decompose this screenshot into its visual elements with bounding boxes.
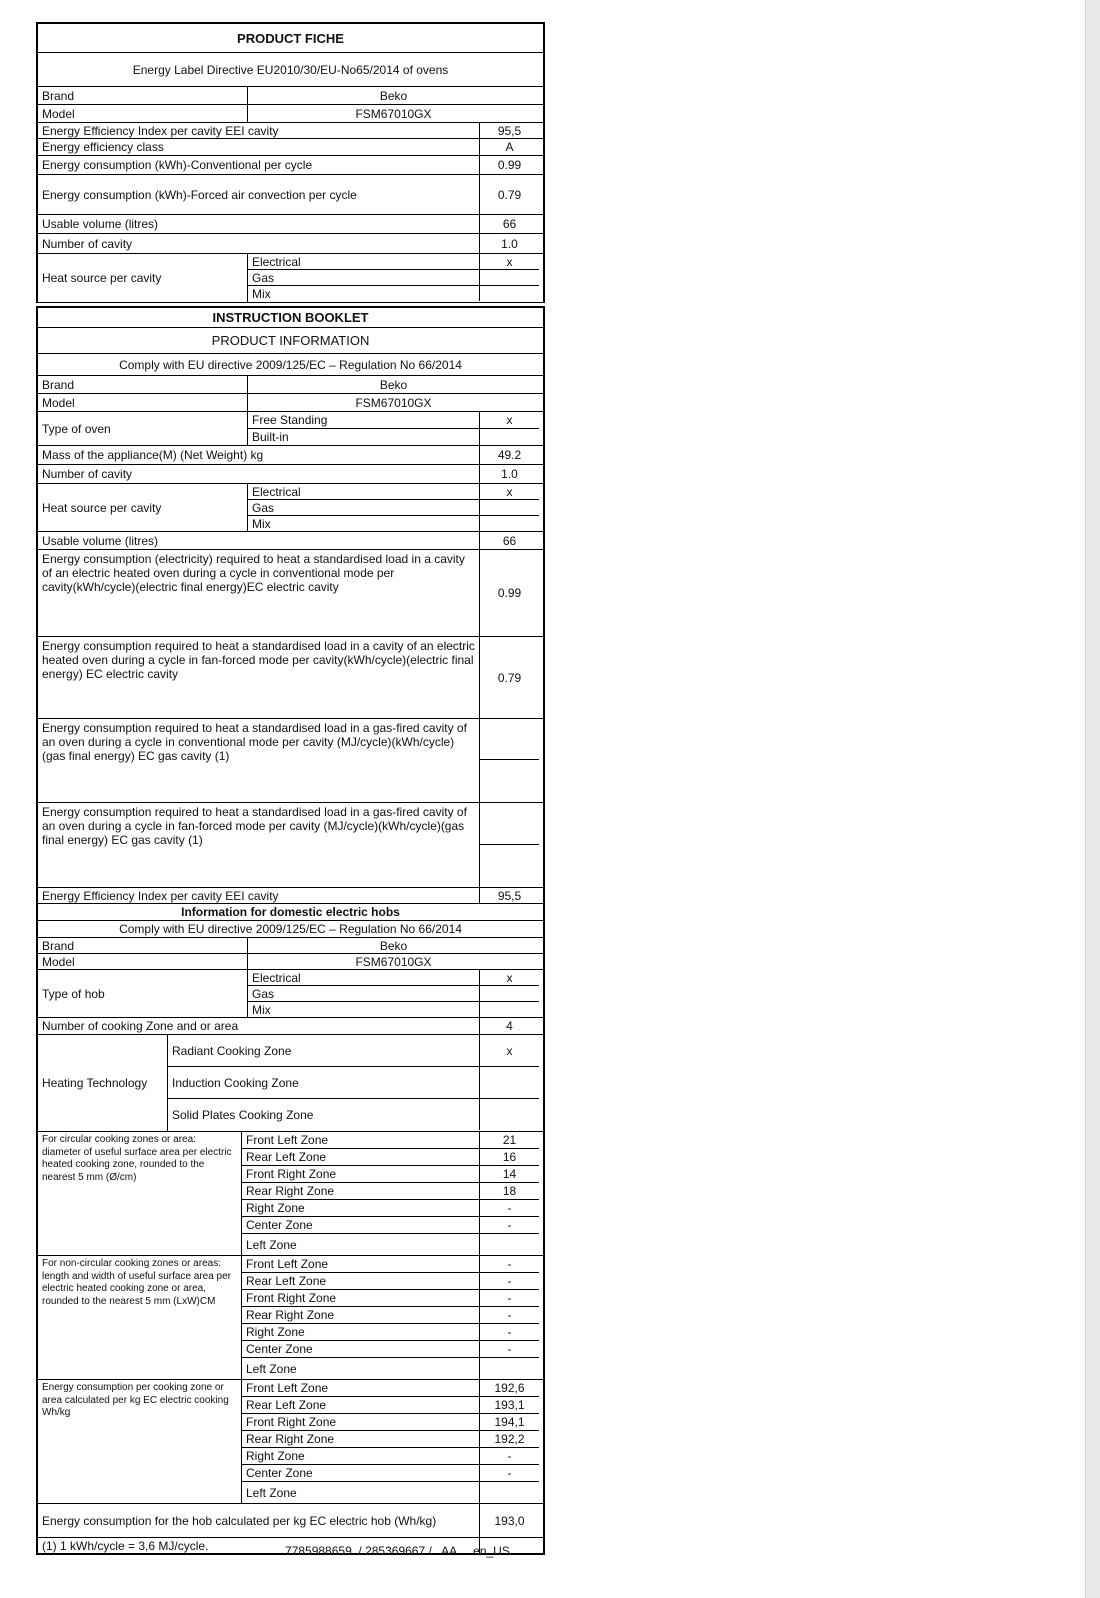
booklet-heat-source-label: Heat source per cavity	[38, 484, 248, 531]
noncircular-zone-value	[480, 1358, 539, 1379]
zones-count-value: 4	[506, 1019, 513, 1033]
noncircular-zone-value: -	[507, 1325, 512, 1339]
eei-label: Energy Efficiency Index per cavity EEI cavity	[38, 888, 480, 903]
fiche-heat-source-mark	[480, 286, 539, 301]
fiche-row-label: Energy consumption (kWh)-Forced air convection per cycle	[38, 175, 480, 214]
fiche-row-label: Energy Efficiency Index per cavity EEI cavity	[38, 123, 480, 138]
ec-conventional-value: 0.99	[497, 586, 522, 600]
oven-type-option: Free Standing	[248, 412, 480, 428]
eei-value: 95,5	[497, 888, 522, 903]
hob-type-mark: x	[506, 970, 513, 985]
product-fiche-title: PRODUCT FICHE	[237, 30, 344, 46]
booklet-heat-source-option: Electrical	[248, 484, 480, 499]
consumption-zone-name: Right Zone	[242, 1448, 480, 1464]
mass-value: 49.2	[497, 448, 522, 462]
circular-zone-name: Right Zone	[242, 1200, 480, 1216]
circular-zone-value: 21	[502, 1133, 517, 1147]
fiche-brand-value: Beko	[379, 88, 408, 103]
oven-type-label: Type of oven	[38, 412, 248, 445]
circular-zone-value	[480, 1234, 539, 1255]
cavity-label: Number of cavity	[38, 465, 480, 483]
hob-type-mark	[480, 1002, 539, 1017]
ec-gas-fan-kwh-cell	[480, 845, 539, 887]
hobs-brand-value: Beko	[379, 938, 408, 953]
volume-value: 66	[502, 533, 517, 548]
consumption-zone-value: 192,6	[494, 1381, 525, 1395]
fiche-model-label: Model	[38, 105, 248, 122]
fiche-row-label: Number of cavity	[38, 234, 480, 253]
ec-fan-value: 0.79	[497, 670, 522, 685]
hobs-directive: Comply with EU directive 2009/125/EC – Regulation No 66/2014	[119, 922, 462, 936]
page-edge	[1085, 0, 1100, 1598]
heating-technology-mark: x	[506, 1043, 513, 1058]
consumption-zone-name: Center Zone	[242, 1465, 480, 1481]
fiche-row-value: 0.99	[497, 158, 522, 172]
heating-technology-label: Heating Technology	[38, 1035, 168, 1131]
circular-zone-value: 14	[502, 1167, 517, 1181]
circular-zone-name: Left Zone	[242, 1234, 480, 1255]
booklet-heat-source-option: Mix	[248, 516, 480, 531]
circular-zone-value: 18	[502, 1184, 517, 1198]
consumption-zone-name: Rear Left Zone	[242, 1397, 480, 1413]
hobs-model-label: Model	[38, 954, 248, 969]
booklet-heat-source-mark: x	[506, 484, 513, 499]
hob-type-option: Gas	[248, 986, 480, 1001]
consumption-zone-value: 192,2	[494, 1432, 525, 1446]
booklet-brand-value: Beko	[379, 377, 408, 392]
ec-gas-mj-cell	[480, 719, 539, 759]
oven-type-mark	[480, 429, 539, 445]
noncircular-zone-name: Right Zone	[242, 1324, 480, 1340]
circular-zone-name: Front Left Zone	[242, 1132, 480, 1148]
fiche-row-value: 0.79	[497, 187, 522, 202]
ec-conventional-label: Energy consumption (electricity) required to heat a standardised load in a cavity of an electric heated oven during a cycle in conventional mode per cavity(kWh/cycle)(electric final energy)EC electric cavity	[38, 550, 480, 636]
footnote: (1) 1 kWh/cycle = 3,6 MJ/cycle.	[38, 1538, 480, 1553]
hob-total-value: 193,0	[494, 1513, 525, 1528]
volume-label: Usable volume (litres)	[38, 532, 480, 549]
consumption-zone-name: Rear Right Zone	[242, 1431, 480, 1447]
fiche-row-value: A	[505, 140, 514, 154]
noncircular-zone-name: Center Zone	[242, 1341, 480, 1357]
consumption-zone-name: Front Right Zone	[242, 1414, 480, 1430]
fiche-row-label: Energy consumption (kWh)-Conventional per cycle	[38, 156, 480, 174]
noncircular-zones-label: For non-circular cooking zones or areas: length and width of useful surface area per electric heated cooking zone or area, rounded to the nearest 5 mm (LxW)CM	[38, 1256, 242, 1379]
heating-technology-option: Solid Plates Cooking Zone	[168, 1099, 480, 1130]
noncircular-zone-value: -	[507, 1274, 512, 1288]
document-reference: 7785988659 / 285369667 / AA en_US	[285, 1544, 510, 1558]
heating-technology-mark	[480, 1099, 539, 1130]
oven-type-mark: x	[506, 413, 513, 427]
booklet-brand-label: Brand	[38, 376, 248, 393]
fiche-model-value: FSM67010GX	[355, 106, 432, 121]
booklet-heat-source-option: Gas	[248, 500, 480, 515]
fiche-row-label: Usable volume (litres)	[38, 215, 480, 233]
fiche-heat-source-mark: x	[506, 254, 513, 269]
circular-zone-name: Rear Left Zone	[242, 1149, 480, 1165]
fiche-row-value: 66	[502, 217, 517, 231]
zones-count-label: Number of cooking Zone and or area	[38, 1018, 480, 1034]
circular-zone-name: Rear Right Zone	[242, 1183, 480, 1199]
consumption-zone-name: Left Zone	[242, 1482, 480, 1503]
fiche-brand-label: Brand	[38, 87, 248, 104]
hobs-title: Information for domestic electric hobs	[181, 905, 400, 919]
booklet-model-label: Model	[38, 394, 248, 411]
booklet-title: INSTRUCTION BOOKLET	[212, 310, 369, 325]
fiche-row-label: Energy efficiency class	[38, 139, 480, 155]
noncircular-zone-name: Rear Left Zone	[242, 1273, 480, 1289]
noncircular-zone-value: -	[507, 1308, 512, 1322]
heating-technology-mark	[480, 1067, 539, 1098]
fiche-heat-source-label: Heat source per cavity	[38, 254, 248, 302]
instruction-booklet-table	[36, 306, 545, 1555]
hobs-model-value: FSM67010GX	[355, 954, 432, 969]
booklet-heat-source-mark	[480, 516, 539, 531]
circular-zone-name: Center Zone	[242, 1217, 480, 1233]
fiche-directive: Energy Label Directive EU2010/30/EU-No65/2014 of ovens	[132, 62, 449, 77]
noncircular-zone-value: -	[507, 1257, 512, 1271]
fiche-row-value: 1.0	[501, 236, 518, 251]
noncircular-zone-name: Front Right Zone	[242, 1290, 480, 1306]
product-fiche-table	[36, 22, 545, 303]
cavity-value: 1.0	[501, 467, 518, 481]
noncircular-zone-value: -	[507, 1291, 512, 1305]
booklet-subtitle: PRODUCT INFORMATION	[211, 333, 370, 348]
heating-technology-option: Induction Cooking Zone	[168, 1067, 480, 1098]
heating-technology-option: Radiant Cooking Zone	[168, 1035, 480, 1066]
circular-zone-name: Front Right Zone	[242, 1166, 480, 1182]
consumption-zone-value: -	[507, 1449, 512, 1463]
booklet-directive: Comply with EU directive 2009/125/EC – Regulation No 66/2014	[119, 357, 462, 372]
zone-consumption-label: Energy consumption per cooking zone or area calculated per kg EC electric cooking Wh/kg	[38, 1380, 242, 1503]
fiche-heat-source-option: Gas	[248, 270, 480, 285]
hob-total-label: Energy consumption for the hob calculated per kg EC electric hob (Wh/kg)	[38, 1504, 480, 1537]
hobs-brand-label: Brand	[38, 938, 248, 953]
noncircular-zone-value: -	[507, 1342, 512, 1356]
hob-type-option: Mix	[248, 1002, 480, 1017]
fiche-heat-source-option: Electrical	[248, 254, 480, 269]
fiche-heat-source-mark	[480, 270, 539, 285]
ec-fan-label: Energy consumption required to heat a standardised load in a cavity of an electric heated oven during a cycle in fan-forced mode per cavity(kWh/cycle)(electric final energy) EC electric cavity	[38, 637, 480, 718]
oven-type-option: Built-in	[248, 429, 480, 445]
noncircular-zone-name: Rear Right Zone	[242, 1307, 480, 1323]
fiche-row-value: 95,5	[497, 123, 522, 138]
ec-gas-fan-label: Energy consumption required to heat a standardised load in a gas-fired cavity of an oven during a cycle in fan-forced mode per cavity (MJ/cycle)(kWh/cycle)(gas final energy) EC gas cavity (1)	[38, 803, 480, 887]
booklet-model-value: FSM67010GX	[355, 395, 432, 410]
consumption-zone-value: -	[507, 1466, 512, 1480]
consumption-zone-name: Front Left Zone	[242, 1380, 480, 1396]
consumption-zone-value: 193,1	[494, 1398, 525, 1412]
fiche-heat-source-option: Mix	[248, 286, 480, 301]
circular-zone-value: -	[507, 1218, 512, 1232]
mass-label: Mass of the appliance(M) (Net Weight) kg	[38, 446, 480, 464]
noncircular-zone-name: Front Left Zone	[242, 1256, 480, 1272]
noncircular-zone-name: Left Zone	[242, 1358, 480, 1379]
circular-zone-value: 16	[502, 1150, 517, 1164]
circular-zones-label: For circular cooking zones or area: diameter of useful surface area per electric heated cooking zone, rounded to the nearest 5 mm (Ø/cm)	[38, 1132, 242, 1255]
consumption-zone-value	[480, 1482, 539, 1503]
hob-type-label: Type of hob	[38, 970, 248, 1017]
hob-type-option: Electrical	[248, 970, 480, 985]
circular-zone-value: -	[507, 1201, 512, 1215]
ec-gas-conventional-label: Energy consumption required to heat a standardised load in a gas-fired cavity of an oven during a cycle in conventional mode per cavity (MJ/cycle)(kWh/cycle)(gas final energy) EC gas cavity (1)	[38, 719, 480, 802]
ec-gas-kwh-cell	[480, 760, 539, 802]
consumption-zone-value: 194,1	[494, 1415, 525, 1429]
ec-gas-fan-mj-cell	[480, 803, 539, 844]
booklet-heat-source-mark	[480, 500, 539, 515]
hob-type-mark	[480, 986, 539, 1001]
